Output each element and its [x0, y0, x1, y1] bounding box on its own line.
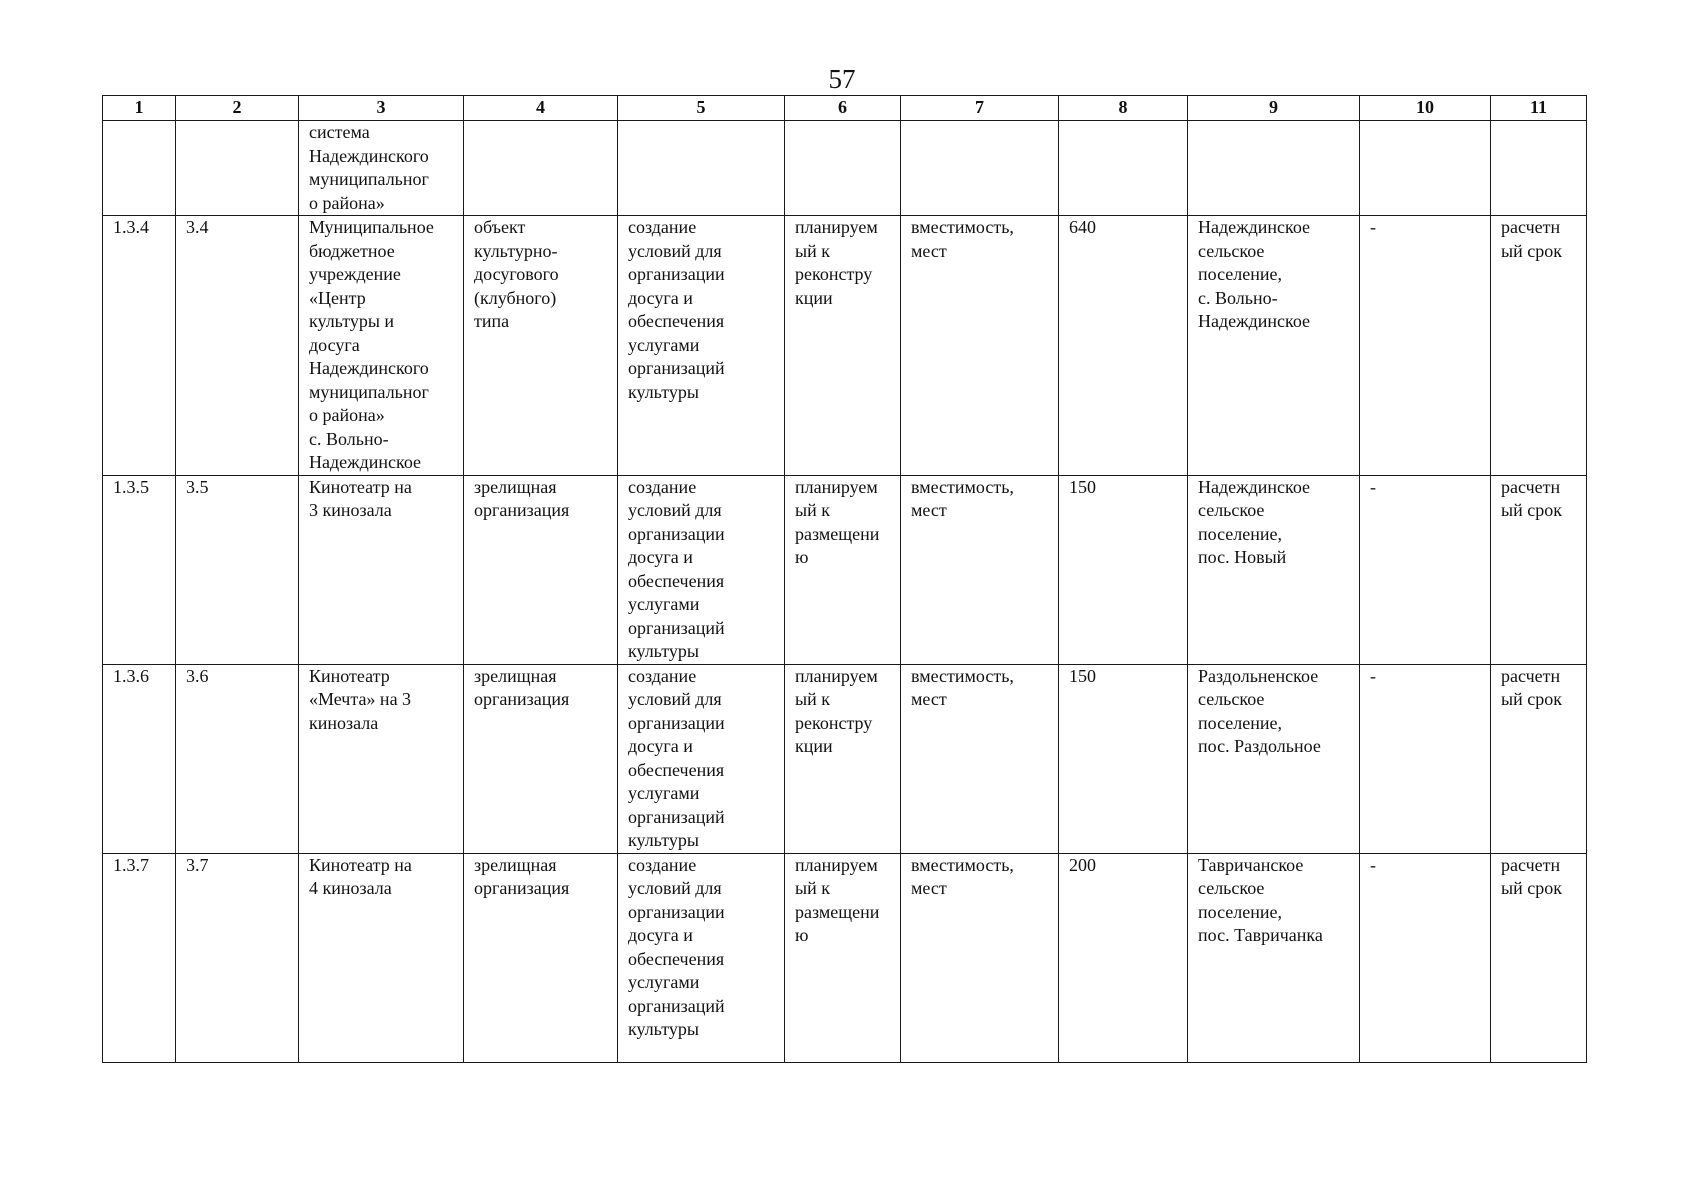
- table-cell: [785, 121, 901, 216]
- table-cell: 1.3.6: [103, 664, 176, 853]
- table-cell: Кинотеатр на 3 кинозала: [299, 475, 464, 664]
- table-cell: -: [1360, 853, 1491, 1062]
- table-cell: расчетн ый срок: [1491, 664, 1587, 853]
- table-row: [103, 216, 1587, 476]
- table-row: [103, 853, 1587, 1062]
- table-cell: 1.3.5: [103, 475, 176, 664]
- table-cell: -: [1360, 216, 1491, 476]
- table-cell: зрелищная организация: [464, 475, 618, 664]
- table-cell: 150: [1059, 475, 1188, 664]
- table-cell: Тавричанское сельское поселение, пос. Тавричанка: [1188, 853, 1360, 1062]
- header-cell: 8: [1059, 96, 1188, 121]
- table-cell: [618, 121, 785, 216]
- header-cell: 6: [785, 96, 901, 121]
- table-cell: Муниципальное бюджетное учреждение «Центр культуры и досуга Надеждинского муниципальног о района» с. Вольно- Надеждинское: [299, 216, 464, 476]
- table-cell: расчетн ый срок: [1491, 216, 1587, 476]
- table-cell: система Надеждинского муниципальног о района»: [299, 121, 464, 216]
- table-cell: [1059, 121, 1188, 216]
- page-number: 57: [828, 64, 856, 94]
- table-cell: 640: [1059, 216, 1188, 476]
- document-table: [102, 95, 1587, 1063]
- table-cell: создание условий для организации досуга и обеспечения услугами организаций культуры: [618, 664, 785, 853]
- table-cell: 150: [1059, 664, 1188, 853]
- table-row: [103, 475, 1587, 664]
- header-cell: 5: [618, 96, 785, 121]
- table-cell: 200: [1059, 853, 1188, 1062]
- table-cell: вместимость, мест: [901, 664, 1059, 853]
- table-cell: планируем ый к реконстру кции: [785, 216, 901, 476]
- table-cell: [1491, 121, 1587, 216]
- table-cell: создание условий для организации досуга и обеспечения услугами организаций культуры: [618, 475, 785, 664]
- header-cell: 3: [299, 96, 464, 121]
- table-cell: Кинотеатр «Мечта» на 3 кинозала: [299, 664, 464, 853]
- table-cell: 3.7: [176, 853, 299, 1062]
- header-row: [103, 96, 1587, 121]
- table-cell: создание условий для организации досуга и обеспечения услугами организаций культуры: [618, 216, 785, 476]
- table-cell: планируем ый к размещени ю: [785, 853, 901, 1062]
- table-cell: расчетн ый срок: [1491, 853, 1587, 1062]
- table-cell: Надеждинское сельское поселение, пос. Новый: [1188, 475, 1360, 664]
- header-cell: 4: [464, 96, 618, 121]
- table-cell: [464, 121, 618, 216]
- table-cell: [901, 121, 1059, 216]
- table-cell: зрелищная организация: [464, 664, 618, 853]
- header-cell: 11: [1491, 96, 1587, 121]
- table-cell: 3.5: [176, 475, 299, 664]
- header-cell: 9: [1188, 96, 1360, 121]
- table-cell: [1360, 121, 1491, 216]
- header-cell: 10: [1360, 96, 1491, 121]
- table-cell: [176, 121, 299, 216]
- table-cell: зрелищная организация: [464, 853, 618, 1062]
- table-cell: 3.6: [176, 664, 299, 853]
- table-cell: вместимость, мест: [901, 475, 1059, 664]
- table-cell: 1.3.4: [103, 216, 176, 476]
- table-cell: расчетн ый срок: [1491, 475, 1587, 664]
- table-cell: вместимость, мест: [901, 216, 1059, 476]
- table-row-continuation: [103, 121, 1587, 216]
- table-cell: объект культурно- досугового (клубного) типа: [464, 216, 618, 476]
- table-cell: вместимость, мест: [901, 853, 1059, 1062]
- header-cell: 7: [901, 96, 1059, 121]
- header-cell: 1: [103, 96, 176, 121]
- table-cell: [1188, 121, 1360, 216]
- table-cell: -: [1360, 475, 1491, 664]
- table-cell: -: [1360, 664, 1491, 853]
- table-cell: 1.3.7: [103, 853, 176, 1062]
- table-cell: [103, 121, 176, 216]
- table-cell: Кинотеатр на 4 кинозала: [299, 853, 464, 1062]
- table-cell: планируем ый к размещени ю: [785, 475, 901, 664]
- table-cell: Надеждинское сельское поселение, с. Вольно- Надеждинское: [1188, 216, 1360, 476]
- table-cell: 3.4: [176, 216, 299, 476]
- table-cell: планируем ый к реконстру кции: [785, 664, 901, 853]
- table-row: [103, 664, 1587, 853]
- table-cell: Раздольненское сельское поселение, пос. Раздольное: [1188, 664, 1360, 853]
- table-cell: создание условий для организации досуга и обеспечения услугами организаций культуры: [618, 853, 785, 1062]
- header-cell: 2: [176, 96, 299, 121]
